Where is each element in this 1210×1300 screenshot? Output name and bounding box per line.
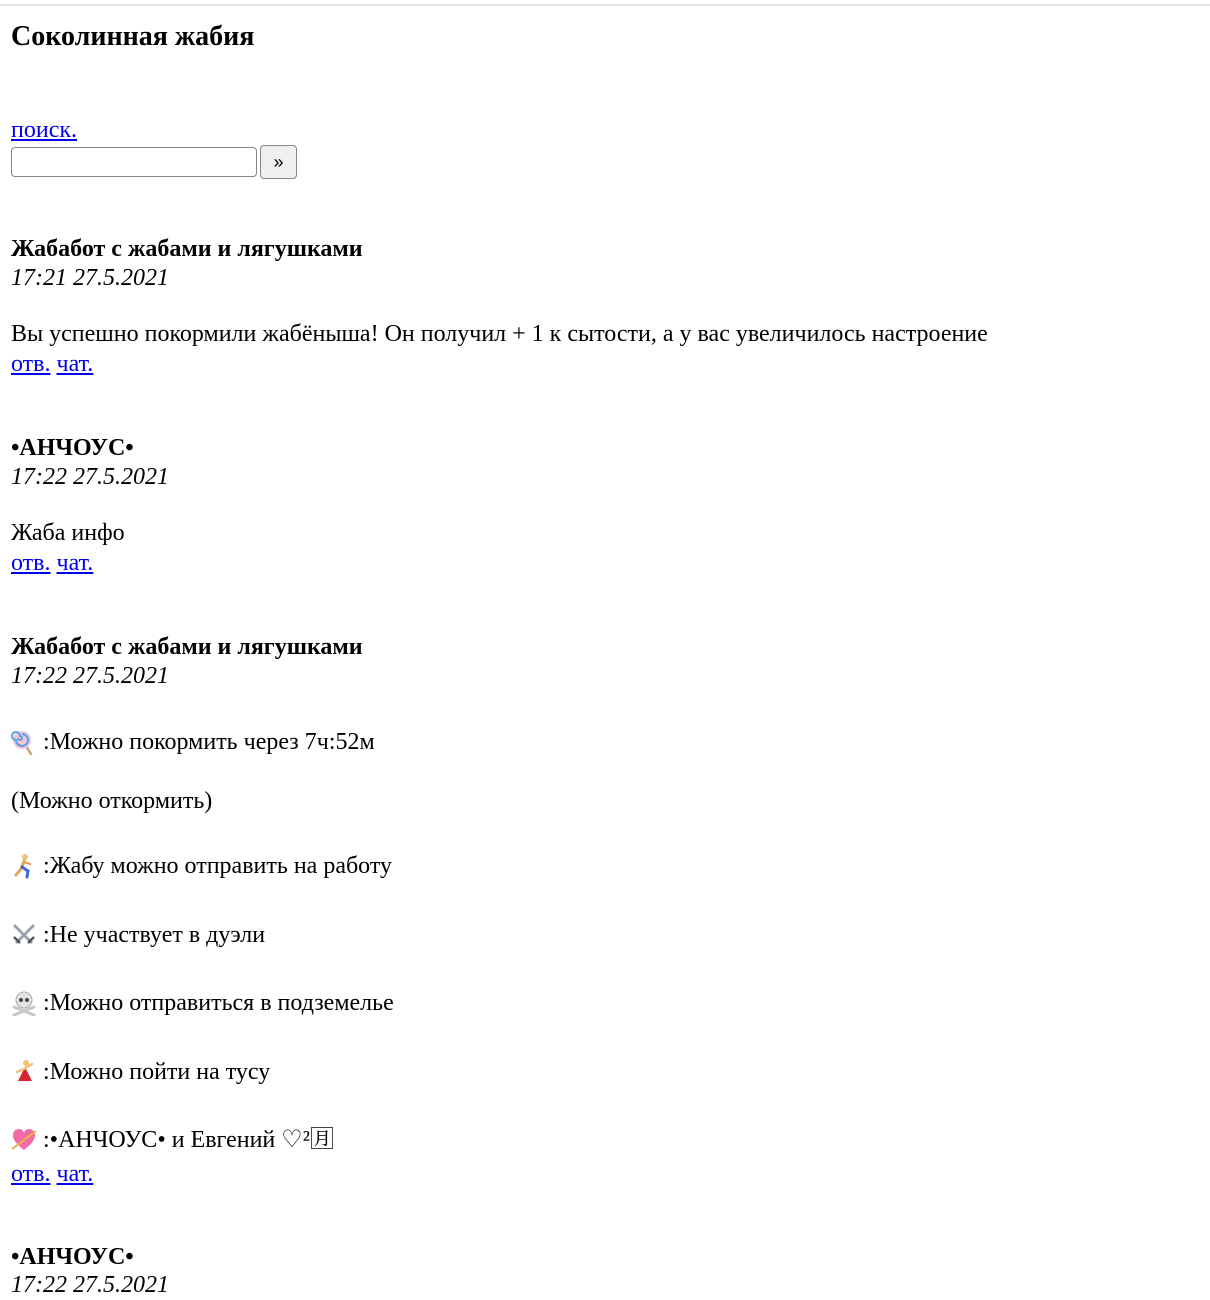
crossed-swords-icon — [11, 922, 37, 948]
message-author: Жабабот с жабами и лягушками — [11, 236, 363, 262]
message-author: •АНЧОУС• — [11, 435, 134, 461]
message-text-content: Жаба инфо — [11, 520, 125, 546]
skull-crossbones-icon — [11, 990, 37, 1016]
message-text-content: Вы успешно покормили жабёныша! Он получил + 1 к сытости, а у вас увеличилось настроение — [11, 321, 988, 347]
status-text: :Не участвует в дуэли — [43, 922, 266, 948]
status-text: :Можно пойти на тусу — [43, 1059, 271, 1085]
status-line-fatten — [11, 786, 212, 816]
reply-link[interactable]: отв. — [11, 550, 51, 576]
message-text — [11, 319, 988, 349]
status-text: :•АНЧОУС• и Евгений ♡²🈷 — [43, 1127, 334, 1153]
status-line-party — [11, 1057, 270, 1087]
search-link[interactable]: поиск. — [11, 117, 77, 143]
message-actions — [11, 350, 99, 378]
message-time: 17:22 27.5.2021 — [11, 464, 169, 490]
status-text: :Можно покормить через 7ч:52м — [43, 729, 375, 755]
message-actions — [11, 549, 99, 577]
message-time: 17:22 27.5.2021 — [11, 1272, 169, 1298]
status-line-couple — [11, 1125, 334, 1155]
status-line-dungeon — [11, 988, 394, 1018]
status-text: (Можно откормить) — [11, 788, 213, 814]
dancer-icon — [11, 1059, 37, 1085]
heart-arrow-icon — [11, 1127, 37, 1153]
runner-icon — [11, 853, 37, 879]
search-submit-button[interactable]: » — [260, 145, 297, 179]
reply-link[interactable]: отв. — [11, 1161, 51, 1187]
message-actions — [11, 1160, 99, 1188]
chat-link[interactable]: чат. — [56, 1161, 94, 1187]
message-time: 17:21 27.5.2021 — [11, 265, 169, 291]
status-line-feed — [11, 727, 375, 757]
status-text: :Жабу можно отправить на работу — [43, 853, 393, 879]
chat-link[interactable]: чат. — [56, 351, 94, 377]
chat-link[interactable]: чат. — [56, 550, 94, 576]
status-text: :Можно отправиться в подземелье — [43, 990, 394, 1016]
page-title: Соколинная жабия — [11, 21, 255, 52]
search-form — [11, 145, 297, 179]
status-line-work — [11, 851, 392, 881]
message-text — [11, 518, 125, 548]
message-time: 17:22 27.5.2021 — [11, 663, 169, 689]
lollipop-icon — [11, 729, 37, 755]
message-author: •АНЧОУС• — [11, 1244, 134, 1270]
search-input[interactable] — [11, 147, 257, 177]
status-line-duel — [11, 920, 265, 950]
message-author: Жабабот с жабами и лягушками — [11, 634, 363, 660]
top-divider — [0, 4, 1210, 6]
reply-link[interactable]: отв. — [11, 351, 51, 377]
